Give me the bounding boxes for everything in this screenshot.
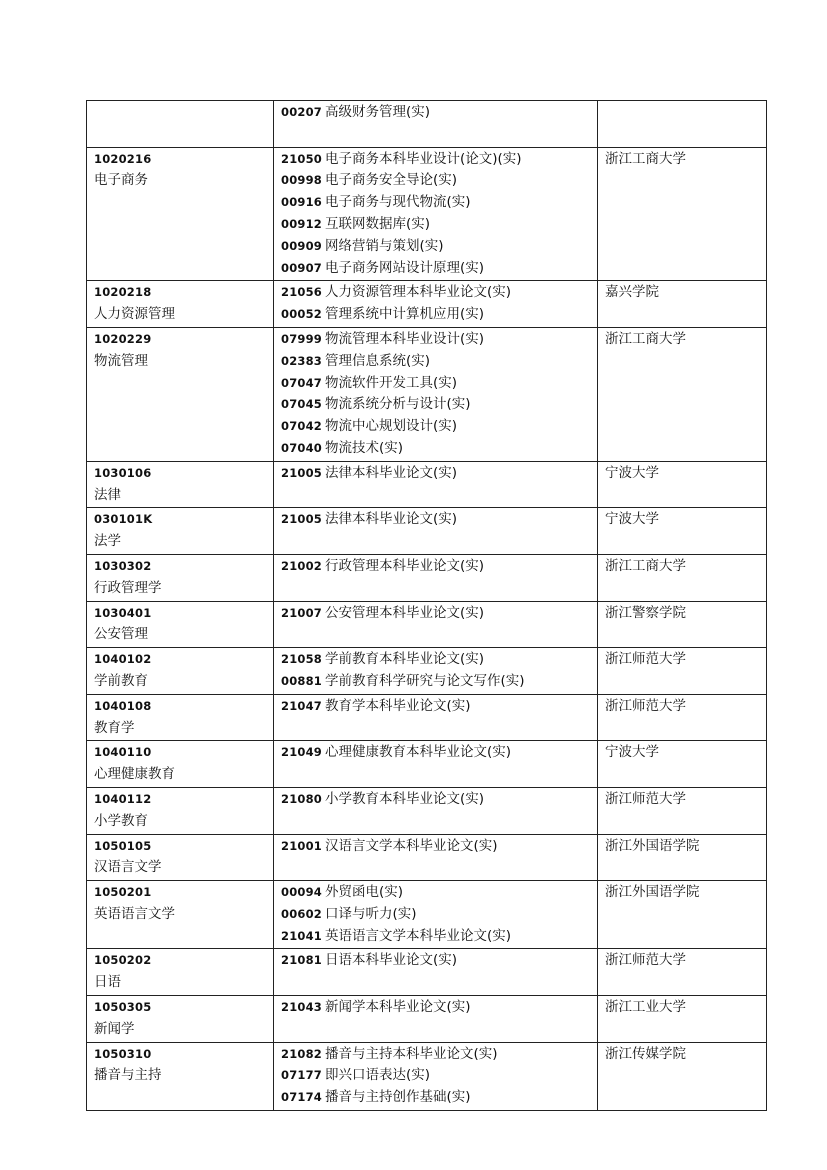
school-cell <box>598 601 767 648</box>
school-cell <box>598 554 767 601</box>
course-name: 物流技术(实) <box>325 439 404 456</box>
school-name: 宁波大学 <box>605 744 659 761</box>
course-code: 00909 <box>281 238 323 253</box>
course-name: 即兴口语表达(实) <box>325 1067 431 1084</box>
course-cell <box>274 281 598 328</box>
course-code: 07042 <box>281 419 323 434</box>
major-code: 1040112 <box>94 791 152 806</box>
course-name: 日语本科毕业论文(实) <box>325 952 458 969</box>
major-cell <box>87 147 274 281</box>
major-code: 1030302 <box>94 558 152 573</box>
major-name: 播音与主持 <box>94 1067 162 1084</box>
course-item <box>281 351 591 373</box>
school-name: 宁波大学 <box>605 464 659 481</box>
course-item <box>281 556 591 578</box>
empty-line <box>281 718 591 740</box>
table-row <box>87 741 767 788</box>
table-row <box>87 834 767 881</box>
course-name: 学前教育本科毕业论文(实) <box>325 651 485 668</box>
school-cell <box>598 787 767 834</box>
empty-line <box>281 624 591 646</box>
course-name: 管理系统中计算机应用(实) <box>325 306 485 323</box>
major-code: 1050305 <box>94 1000 152 1015</box>
major-name: 心理健康教育 <box>94 766 175 783</box>
major-name: 法学 <box>94 533 121 550</box>
major-name: 日语 <box>94 974 121 991</box>
table-row <box>87 508 767 555</box>
table-row <box>87 949 767 996</box>
table-row <box>87 648 767 695</box>
major-name: 物流管理 <box>94 352 148 369</box>
course-code: 00998 <box>281 173 323 188</box>
course-item <box>281 394 591 416</box>
course-code: 21005 <box>281 512 323 527</box>
empty-line <box>281 764 591 786</box>
course-item <box>281 214 591 236</box>
course-code: 07177 <box>281 1068 323 1083</box>
course-code: 00912 <box>281 216 323 231</box>
table-row <box>87 881 767 949</box>
major-name: 公安管理 <box>94 626 148 643</box>
table-row <box>87 601 767 648</box>
course-item <box>281 149 591 171</box>
course-code: 07047 <box>281 375 323 390</box>
school-name: 浙江工商大学 <box>605 150 686 167</box>
major-cell <box>87 881 274 949</box>
course-name: 物流管理本科毕业设计(实) <box>325 330 485 347</box>
school-name: 浙江外国语学院 <box>605 884 700 901</box>
course-item <box>281 102 591 124</box>
major-cell <box>87 327 274 461</box>
course-item <box>281 373 591 395</box>
course-item <box>281 882 591 904</box>
course-code: 21056 <box>281 285 323 300</box>
course-item <box>281 463 591 485</box>
course-code: 21007 <box>281 605 323 620</box>
course-code: 21050 <box>281 151 323 166</box>
table-row <box>87 147 767 281</box>
course-code: 21081 <box>281 953 323 968</box>
course-cell <box>274 881 598 949</box>
course-code: 21002 <box>281 558 323 573</box>
course-cell <box>274 601 598 648</box>
course-cell <box>274 461 598 508</box>
course-cell <box>274 949 598 996</box>
course-code: 07045 <box>281 397 323 412</box>
major-code: 1050202 <box>94 953 152 968</box>
course-item <box>281 696 591 718</box>
major-code: 1040102 <box>94 652 152 667</box>
course-name: 管理信息系统(实) <box>325 352 431 369</box>
major-code: 1040110 <box>94 745 152 760</box>
course-cell <box>274 1042 598 1110</box>
table-row <box>87 694 767 741</box>
major-cell <box>87 101 274 148</box>
course-item <box>281 304 591 326</box>
school-name: 浙江警察学院 <box>605 604 686 621</box>
course-cell <box>274 996 598 1043</box>
school-cell <box>598 949 767 996</box>
course-cell <box>274 741 598 788</box>
course-item <box>281 329 591 351</box>
course-code: 21001 <box>281 838 323 853</box>
course-code: 21080 <box>281 791 323 806</box>
course-item <box>281 1044 591 1066</box>
school-cell <box>598 741 767 788</box>
empty-line <box>281 972 591 994</box>
major-name: 新闻学 <box>94 1020 135 1037</box>
major-cell <box>87 601 274 648</box>
course-code: 21049 <box>281 745 323 760</box>
course-name: 高级财务管理(实) <box>325 104 431 120</box>
course-item <box>281 170 591 192</box>
course-code: 21005 <box>281 465 323 480</box>
course-name: 小学教育本科毕业论文(实) <box>325 790 485 807</box>
empty-line <box>281 124 591 146</box>
course-name: 播音与主持本科毕业论文(实) <box>325 1045 498 1062</box>
school-cell <box>598 648 767 695</box>
course-code: 00916 <box>281 195 323 210</box>
course-item <box>281 904 591 926</box>
course-item <box>281 258 591 280</box>
course-name: 人力资源管理本科毕业论文(实) <box>325 284 512 301</box>
course-name: 电子商务安全导论(实) <box>325 172 458 189</box>
major-cell <box>87 694 274 741</box>
course-code: 00907 <box>281 260 323 275</box>
major-cell <box>87 1042 274 1110</box>
course-name: 互联网数据库(实) <box>325 215 431 232</box>
table-row <box>87 101 767 148</box>
major-name: 教育学 <box>94 719 135 736</box>
school-cell <box>598 1042 767 1110</box>
course-item <box>281 997 591 1019</box>
course-item <box>281 649 591 671</box>
course-name: 口译与听力(实) <box>325 905 417 922</box>
course-name: 法律本科毕业论文(实) <box>325 464 458 481</box>
course-code: 00094 <box>281 885 323 900</box>
major-code: 1050105 <box>94 838 152 853</box>
school-cell <box>598 327 767 461</box>
school-cell <box>598 881 767 949</box>
major-code: 1030401 <box>94 605 152 620</box>
school-cell <box>598 281 767 328</box>
school-name: 浙江工业大学 <box>605 999 686 1016</box>
course-code: 21041 <box>281 928 323 943</box>
course-item <box>281 742 591 764</box>
major-code: 1050201 <box>94 885 152 900</box>
course-name: 播音与主持创作基础(实) <box>325 1089 471 1106</box>
major-cell <box>87 461 274 508</box>
course-cell <box>274 834 598 881</box>
major-cell <box>87 834 274 881</box>
course-item <box>281 416 591 438</box>
major-code: 1050310 <box>94 1046 152 1061</box>
course-name: 法律本科毕业论文(实) <box>325 511 458 528</box>
school-name: 浙江师范大学 <box>605 952 686 969</box>
school-name: 浙江工商大学 <box>605 557 686 574</box>
course-name: 电子商务本科毕业设计(论文)(实) <box>325 150 522 167</box>
major-name: 电子商务 <box>94 172 148 189</box>
major-cell <box>87 508 274 555</box>
table-row <box>87 461 767 508</box>
table-row <box>87 787 767 834</box>
empty-line <box>281 578 591 600</box>
school-cell <box>598 834 767 881</box>
empty-line <box>281 857 591 879</box>
major-cell <box>87 648 274 695</box>
major-name: 学前教育 <box>94 672 148 689</box>
major-cell <box>87 554 274 601</box>
course-name: 物流系统分析与设计(实) <box>325 396 471 413</box>
school-name: 宁波大学 <box>605 511 659 528</box>
school-name: 嘉兴学院 <box>605 284 659 301</box>
course-name: 外贸函电(实) <box>325 884 404 901</box>
course-item <box>281 1065 591 1087</box>
school-name: 浙江师范大学 <box>605 790 686 807</box>
major-code: 1020229 <box>94 331 152 346</box>
course-name: 行政管理本科毕业论文(实) <box>325 557 485 574</box>
school-cell <box>598 508 767 555</box>
course-item <box>281 671 591 693</box>
major-name: 英语语言文学 <box>94 905 175 922</box>
course-item <box>281 950 591 972</box>
major-name: 小学教育 <box>94 812 148 829</box>
course-code: 21082 <box>281 1046 323 1061</box>
course-item <box>281 236 591 258</box>
empty-line <box>281 531 591 553</box>
course-code: 00602 <box>281 906 323 921</box>
course-cell <box>274 101 598 148</box>
course-item <box>281 1087 591 1109</box>
course-cell <box>274 787 598 834</box>
major-name: 人力资源管理 <box>94 306 175 323</box>
major-cell <box>87 949 274 996</box>
course-cell <box>274 147 598 281</box>
course-item <box>281 603 591 625</box>
school-name: 浙江师范大学 <box>605 697 686 714</box>
course-name: 教育学本科毕业论文(实) <box>325 697 471 714</box>
school-cell <box>598 996 767 1043</box>
empty-line <box>281 1019 591 1041</box>
table-row <box>87 554 767 601</box>
school-name: 浙江外国语学院 <box>605 837 700 854</box>
course-cell <box>274 327 598 461</box>
course-name: 新闻学本科毕业论文(实) <box>325 999 471 1016</box>
course-code: 07999 <box>281 331 323 346</box>
course-cell <box>274 694 598 741</box>
table-row <box>87 1042 767 1110</box>
course-name: 物流软件开发工具(实) <box>325 374 458 391</box>
course-item <box>281 789 591 811</box>
table-row <box>87 327 767 461</box>
school-name <box>605 102 760 124</box>
empty-line <box>281 811 591 833</box>
major-cell <box>87 741 274 788</box>
course-cell <box>274 508 598 555</box>
major-code <box>94 102 267 124</box>
course-item <box>281 192 591 214</box>
course-cell <box>274 554 598 601</box>
table-body <box>87 101 767 1111</box>
course-code: 00881 <box>281 673 323 688</box>
course-item <box>281 926 591 948</box>
major-code: 1040108 <box>94 698 152 713</box>
school-cell <box>598 147 767 281</box>
course-name: 学前教育科学研究与论文写作(实) <box>325 672 525 689</box>
course-item <box>281 282 591 304</box>
course-name: 网络营销与策划(实) <box>325 237 444 254</box>
course-code: 07174 <box>281 1090 323 1105</box>
course-name: 汉语言文学本科毕业论文(实) <box>325 837 498 854</box>
major-name: 行政管理学 <box>94 579 162 596</box>
empty-line <box>281 485 591 507</box>
course-name: 物流中心规划设计(实) <box>325 418 458 435</box>
major-cell <box>87 281 274 328</box>
major-code: 030101K <box>94 512 153 527</box>
course-item <box>281 509 591 531</box>
course-code: 02383 <box>281 353 323 368</box>
major-cell <box>87 996 274 1043</box>
course-cell <box>274 648 598 695</box>
exam-course-table <box>86 100 767 1111</box>
school-cell <box>598 101 767 148</box>
course-code: 21047 <box>281 698 323 713</box>
course-code: 21058 <box>281 652 323 667</box>
school-name: 浙江传媒学院 <box>605 1045 686 1062</box>
course-name: 电子商务与现代物流(实) <box>325 194 471 211</box>
school-cell <box>598 694 767 741</box>
major-code: 1020216 <box>94 151 152 166</box>
course-code: 00207 <box>281 105 323 119</box>
school-name: 浙江工商大学 <box>605 330 686 347</box>
table-row <box>87 996 767 1043</box>
course-name: 心理健康教育本科毕业论文(实) <box>325 744 512 761</box>
school-cell <box>598 461 767 508</box>
major-cell <box>87 787 274 834</box>
course-code: 07040 <box>281 440 323 455</box>
course-item <box>281 438 591 460</box>
major-name: 法律 <box>94 486 121 503</box>
course-name: 英语语言文学本科毕业论文(实) <box>325 927 512 944</box>
major-name: 汉语言文学 <box>94 859 162 876</box>
major-code: 1020218 <box>94 285 152 300</box>
course-item <box>281 836 591 858</box>
course-code: 21043 <box>281 1000 323 1015</box>
course-name: 电子商务网站设计原理(实) <box>325 259 485 276</box>
course-name: 公安管理本科毕业论文(实) <box>325 604 485 621</box>
course-code: 00052 <box>281 307 323 322</box>
table-row <box>87 281 767 328</box>
school-name: 浙江师范大学 <box>605 651 686 668</box>
major-code: 1030106 <box>94 465 152 480</box>
